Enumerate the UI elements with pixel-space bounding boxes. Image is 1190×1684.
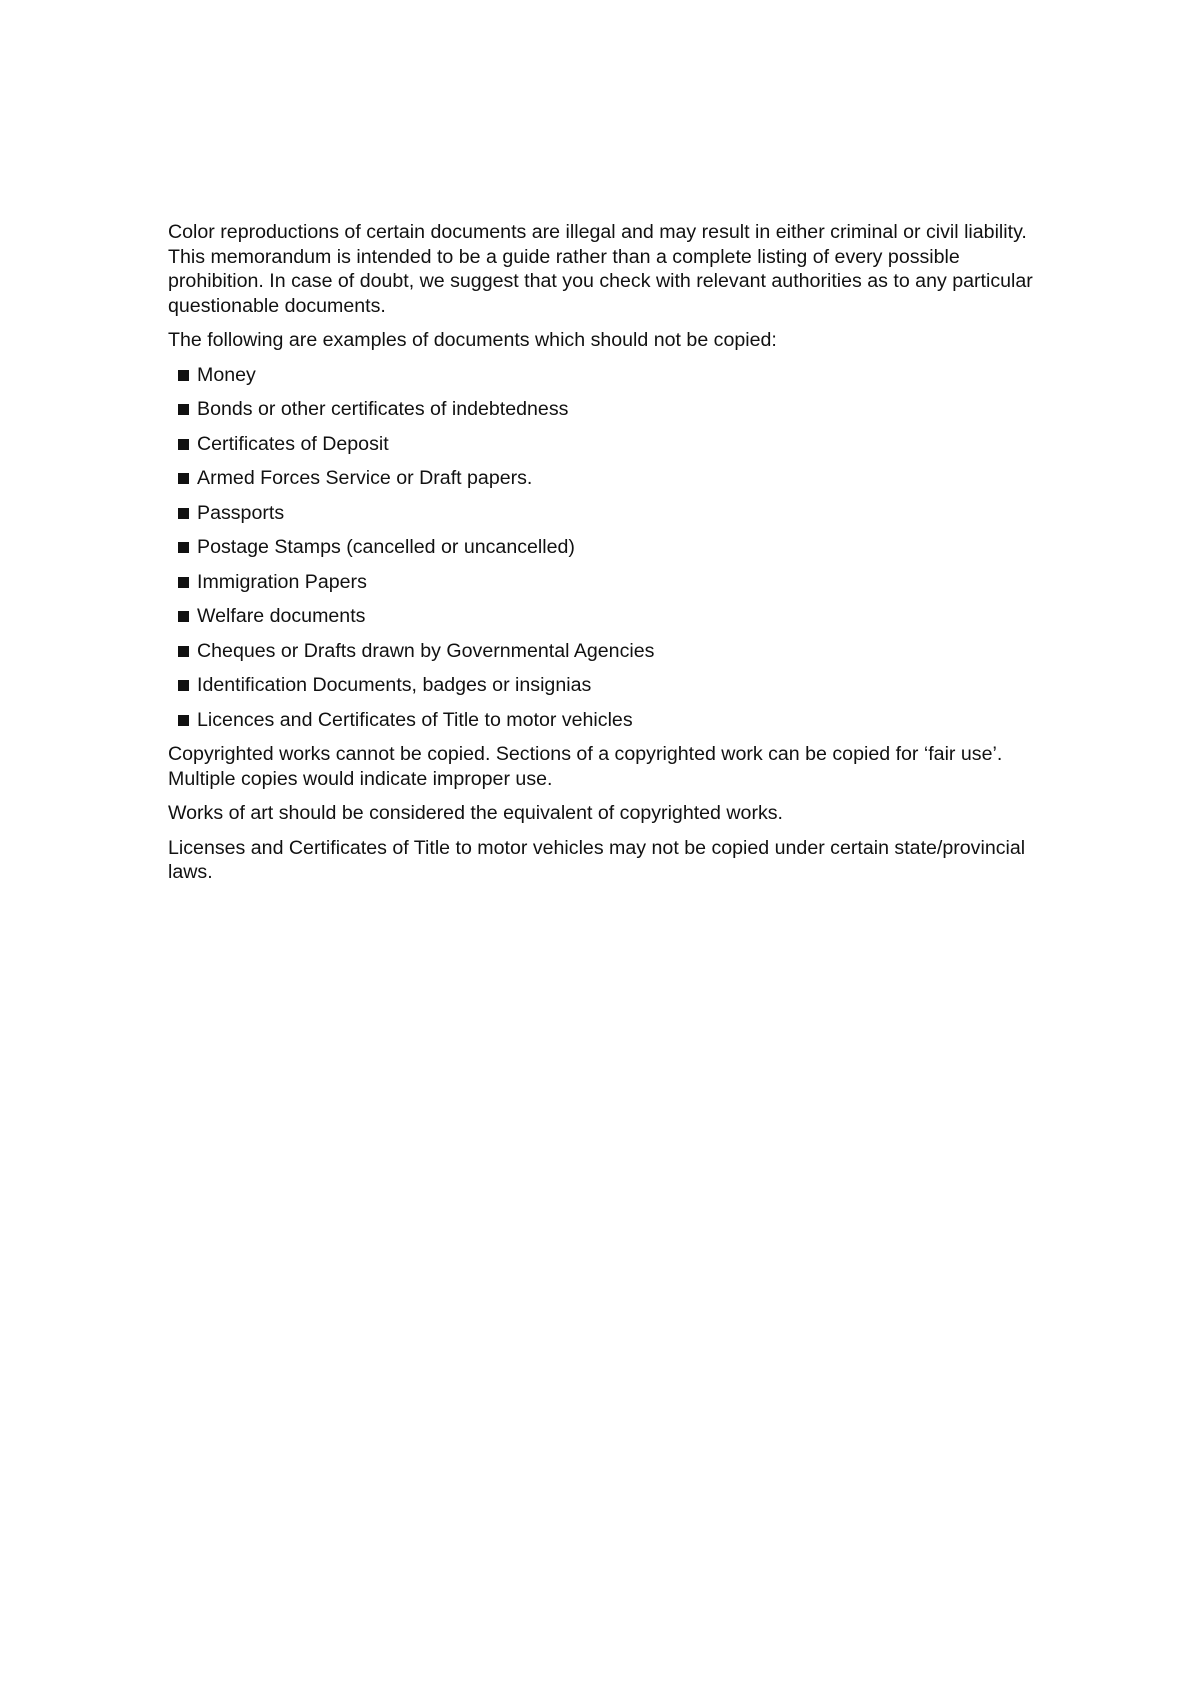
- list-item: [168, 397, 1048, 422]
- square-bullet-icon: [178, 439, 189, 450]
- list-item: [168, 466, 1048, 491]
- licenses-paragraph: Licenses and Certificates of Title to motor vehicles may not be copied under certain state/provincial laws.: [168, 836, 1026, 883]
- list-item-label: Immigration Papers: [197, 570, 367, 593]
- square-bullet-icon: [178, 508, 189, 519]
- document-body: [168, 220, 1048, 895]
- list-item-label: Postage Stamps (cancelled or uncancelled): [197, 536, 575, 558]
- art-paragraph: Works of art should be considered the equivalent of copyrighted works.: [168, 802, 784, 824]
- list-item: [168, 535, 1048, 560]
- list-intro: The following are examples of documents which should not be copied:: [168, 329, 777, 351]
- list-item-label: Welfare documents: [197, 605, 366, 627]
- list-item: [168, 501, 1048, 526]
- list-item-label: Passports: [197, 501, 285, 524]
- square-bullet-icon: [178, 542, 189, 553]
- list-item-label: Cheques or Drafts drawn by Governmental Agencies: [197, 639, 655, 662]
- square-bullet-icon: [178, 577, 189, 588]
- list-item: [168, 604, 1048, 629]
- prohibited-documents-list: [168, 363, 1048, 733]
- square-bullet-icon: [178, 370, 189, 381]
- list-item: [168, 673, 1048, 698]
- list-item-label: Certificates of Deposit: [197, 432, 389, 455]
- intro-paragraph: Color reproductions of certain documents are illegal and may result in either criminal or civil liability. This memorandum is intended to be a guide rather than a complete listing of every possible prohibition. In case of doubt, we suggest that you check with relevant authorities as to any particular questionable documents.: [168, 221, 1033, 317]
- list-item-label: Armed Forces Service or Draft papers.: [197, 467, 533, 489]
- list-item: [168, 708, 1048, 733]
- square-bullet-icon: [178, 646, 189, 657]
- list-item-label: Money: [197, 363, 256, 386]
- square-bullet-icon: [178, 473, 189, 484]
- list-item: [168, 363, 1048, 388]
- list-item-label: Licences and Certificates of Title to motor vehicles: [197, 708, 633, 731]
- square-bullet-icon: [178, 611, 189, 622]
- list-item: [168, 432, 1048, 457]
- square-bullet-icon: [178, 404, 189, 415]
- list-item: [168, 570, 1048, 595]
- list-item: [168, 639, 1048, 664]
- list-item-label: Identification Documents, badges or insignias: [197, 674, 592, 696]
- square-bullet-icon: [178, 715, 189, 726]
- copyright-paragraph: Copyrighted works cannot be copied. Sections of a copyrighted work can be copied for ‘fair use’. Multiple copies would indicate improper use.: [168, 743, 1003, 790]
- list-item-label: Bonds or other certificates of indebtedness: [197, 398, 569, 420]
- square-bullet-icon: [178, 680, 189, 691]
